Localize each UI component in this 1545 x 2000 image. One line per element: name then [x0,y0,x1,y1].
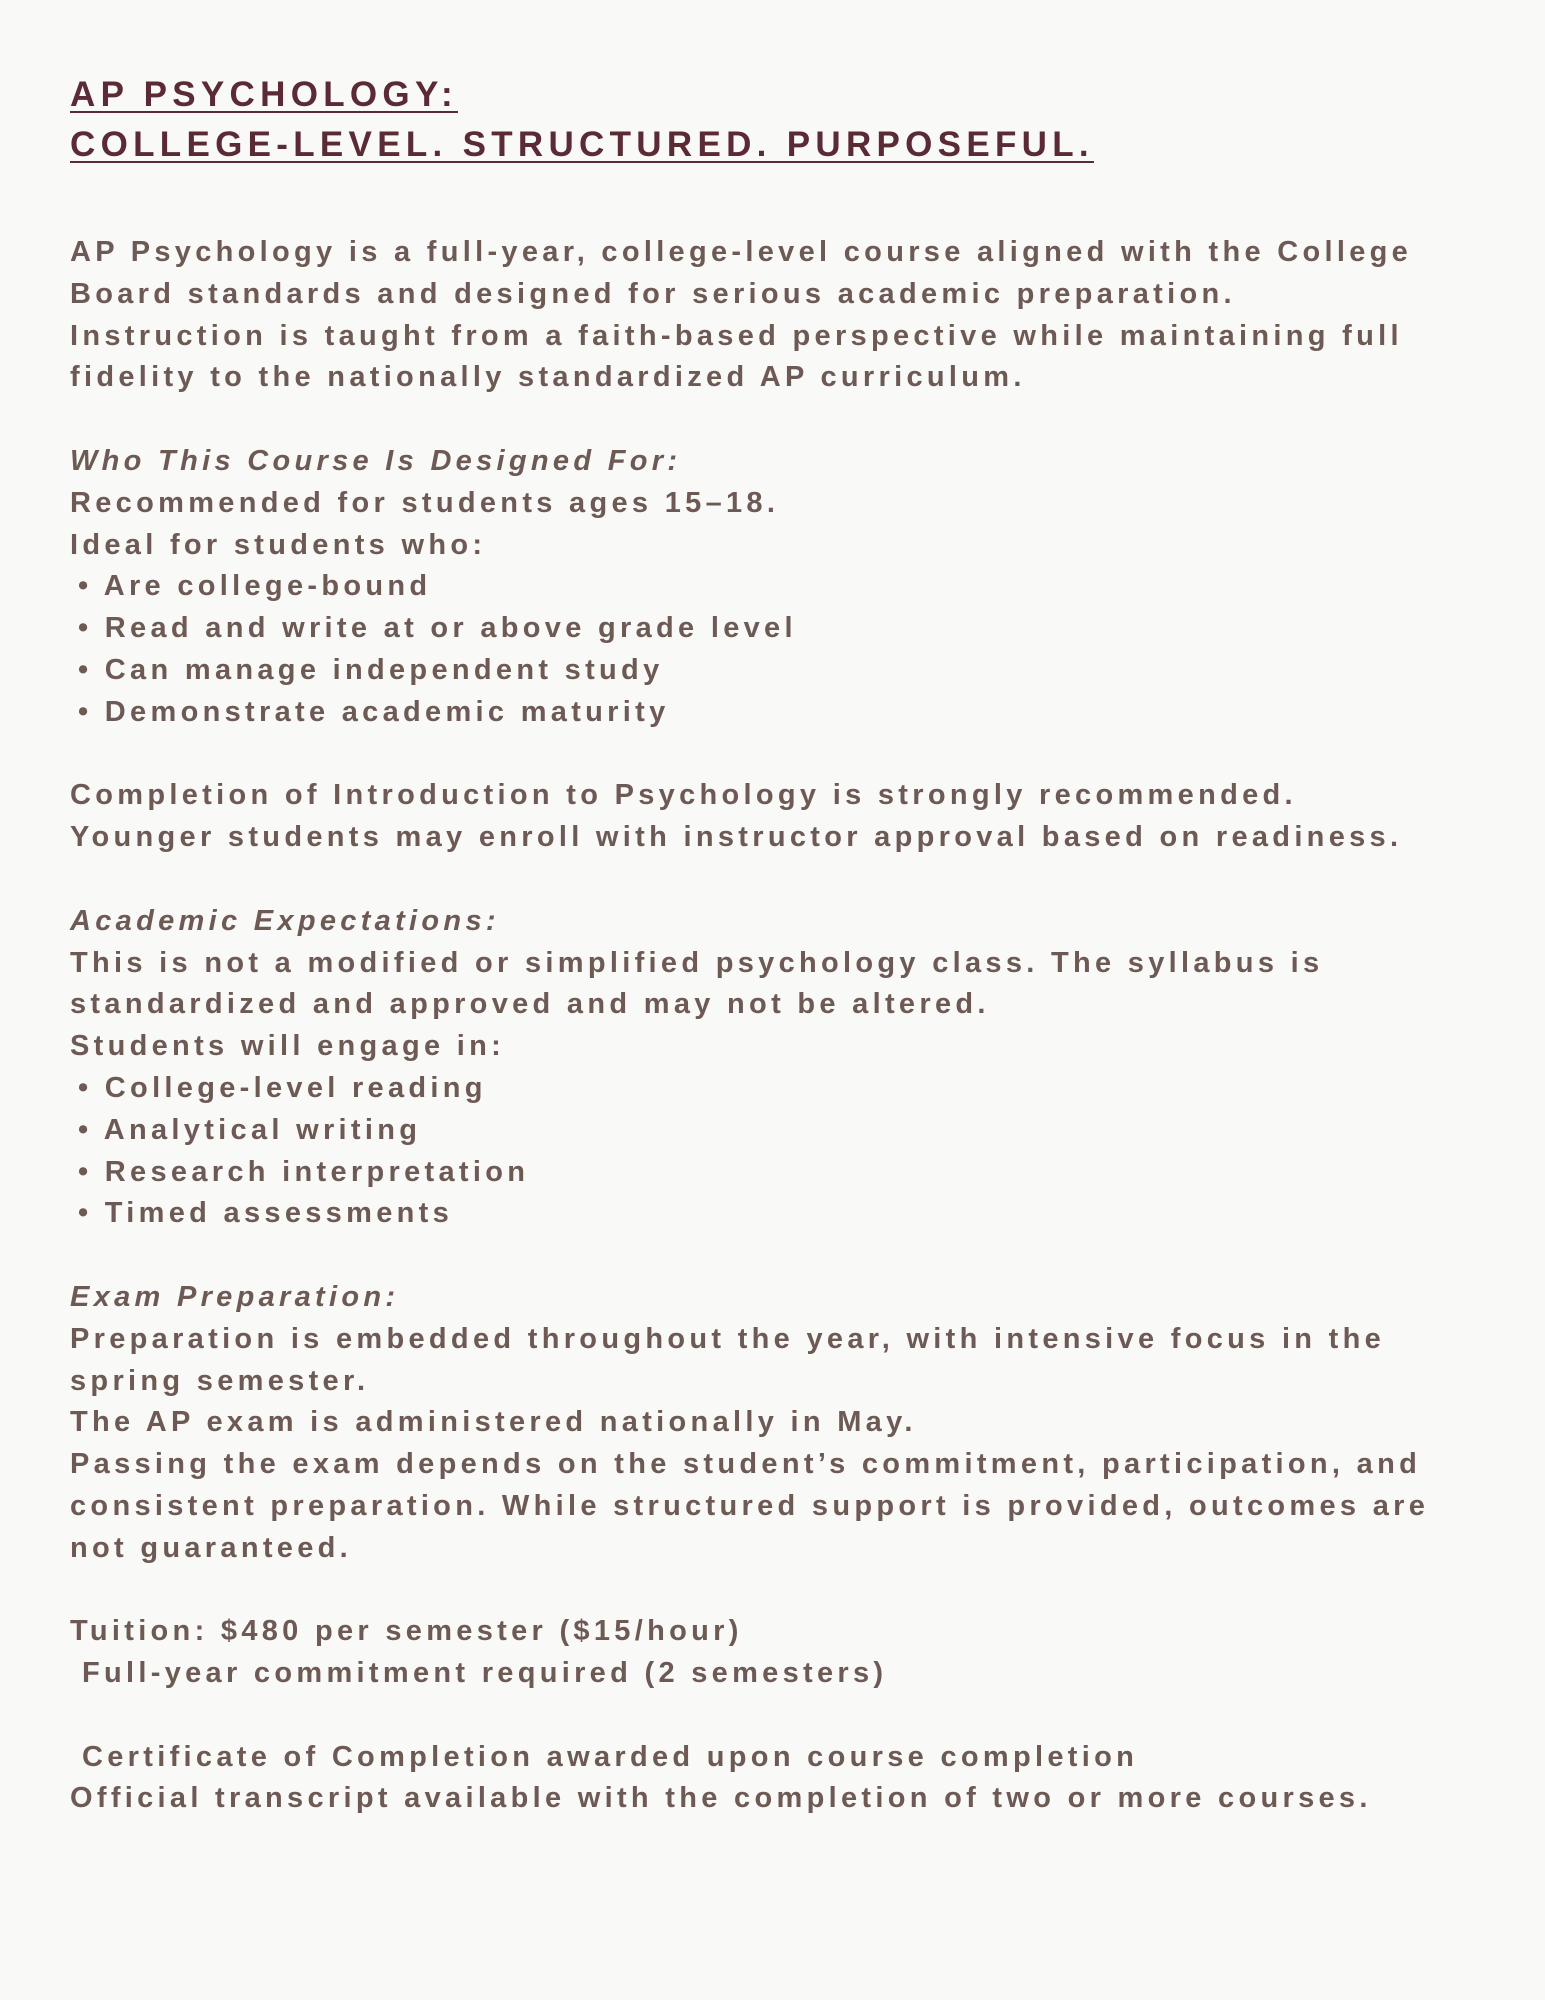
exam-line: Preparation is embedded throughout the year, with intensive focus in the [70,1322,1386,1355]
audience-bullet: • Demonstrate academic maturity [78,695,670,728]
intro-line: AP Psychology is a full-year, college-level course aligned with the College [70,236,1413,268]
exam-line: The AP exam is administered nationally in May. [70,1406,917,1439]
completion-section [70,1737,1520,1821]
exam-line: spring semester. [70,1364,370,1397]
audience-bullet: • Read and write at or above grade level [78,612,797,645]
expectations-line: This is not a modified or simplified psychology class. The syllabus is [70,946,1324,979]
intro-line: fidelity to the nationally standardized AP curriculum. [70,361,1026,394]
exam-heading: Exam Preparation: [70,1280,400,1313]
spacer [70,734,1520,776]
page-title [70,70,1520,170]
certificate-line: Certificate of Completion awarded upon course completion [82,1740,1139,1773]
spacer [70,1695,1520,1737]
audience-bullet: • Can manage independent study [78,653,664,686]
spacer [70,399,1520,441]
expectations-bullet: • Analytical writing [78,1113,422,1146]
audience-ideal-intro: Ideal for students who: [70,528,487,561]
expectations-line: Students will engage in: [70,1030,506,1063]
audience-ages: Recommended for students ages 15–18. [70,486,780,519]
exam-line: not guaranteed. [70,1531,353,1564]
transcript-line: Official transcript available with the completion of two or more courses. [70,1782,1372,1815]
tuition-section [70,1611,1520,1695]
course-description-page [70,70,1520,1820]
expectations-bullet: • Research interpretation [78,1155,530,1188]
title-line-2: COLLEGE-LEVEL. STRUCTURED. PURPOSEFUL. [70,125,1094,164]
expectations-heading: Academic Expectations: [70,904,500,937]
audience-heading: Who This Course Is Designed For: [70,444,682,477]
intro-line: Board standards and designed for serious academic preparation. [70,277,1236,310]
expectations-section [70,901,1520,1235]
exam-line: Passing the exam depends on the student’s commitment, participation, and [70,1448,1422,1481]
tuition-price: Tuition: $480 per semester ($15/hour) [70,1615,743,1648]
intro-section [70,232,1520,399]
expectations-line: standardized and approved and may not be altered. [70,988,990,1021]
title-line-1: AP PSYCHOLOGY: [70,75,458,114]
expectations-bullet: • College-level reading [78,1071,487,1104]
exam-line: consistent preparation. While structured support is provided, outcomes are [70,1489,1430,1522]
prerequisite-section [70,775,1520,859]
expectations-bullet: • Timed assessments [78,1197,454,1230]
tuition-commitment: Full-year commitment required (2 semesters) [82,1657,888,1690]
spacer [70,1570,1520,1612]
audience-bullet: • Are college-bound [78,570,432,603]
audience-section [70,441,1520,734]
prerequisite-line: Younger students may enroll with instructor approval based on readiness. [70,821,1403,854]
prerequisite-line: Completion of Introduction to Psychology is strongly recommended. [70,779,1297,812]
exam-section [70,1277,1520,1570]
spacer [70,1235,1520,1277]
intro-line: Instruction is taught from a faith-based perspective while maintaining full [70,319,1403,352]
spacer [70,859,1520,901]
